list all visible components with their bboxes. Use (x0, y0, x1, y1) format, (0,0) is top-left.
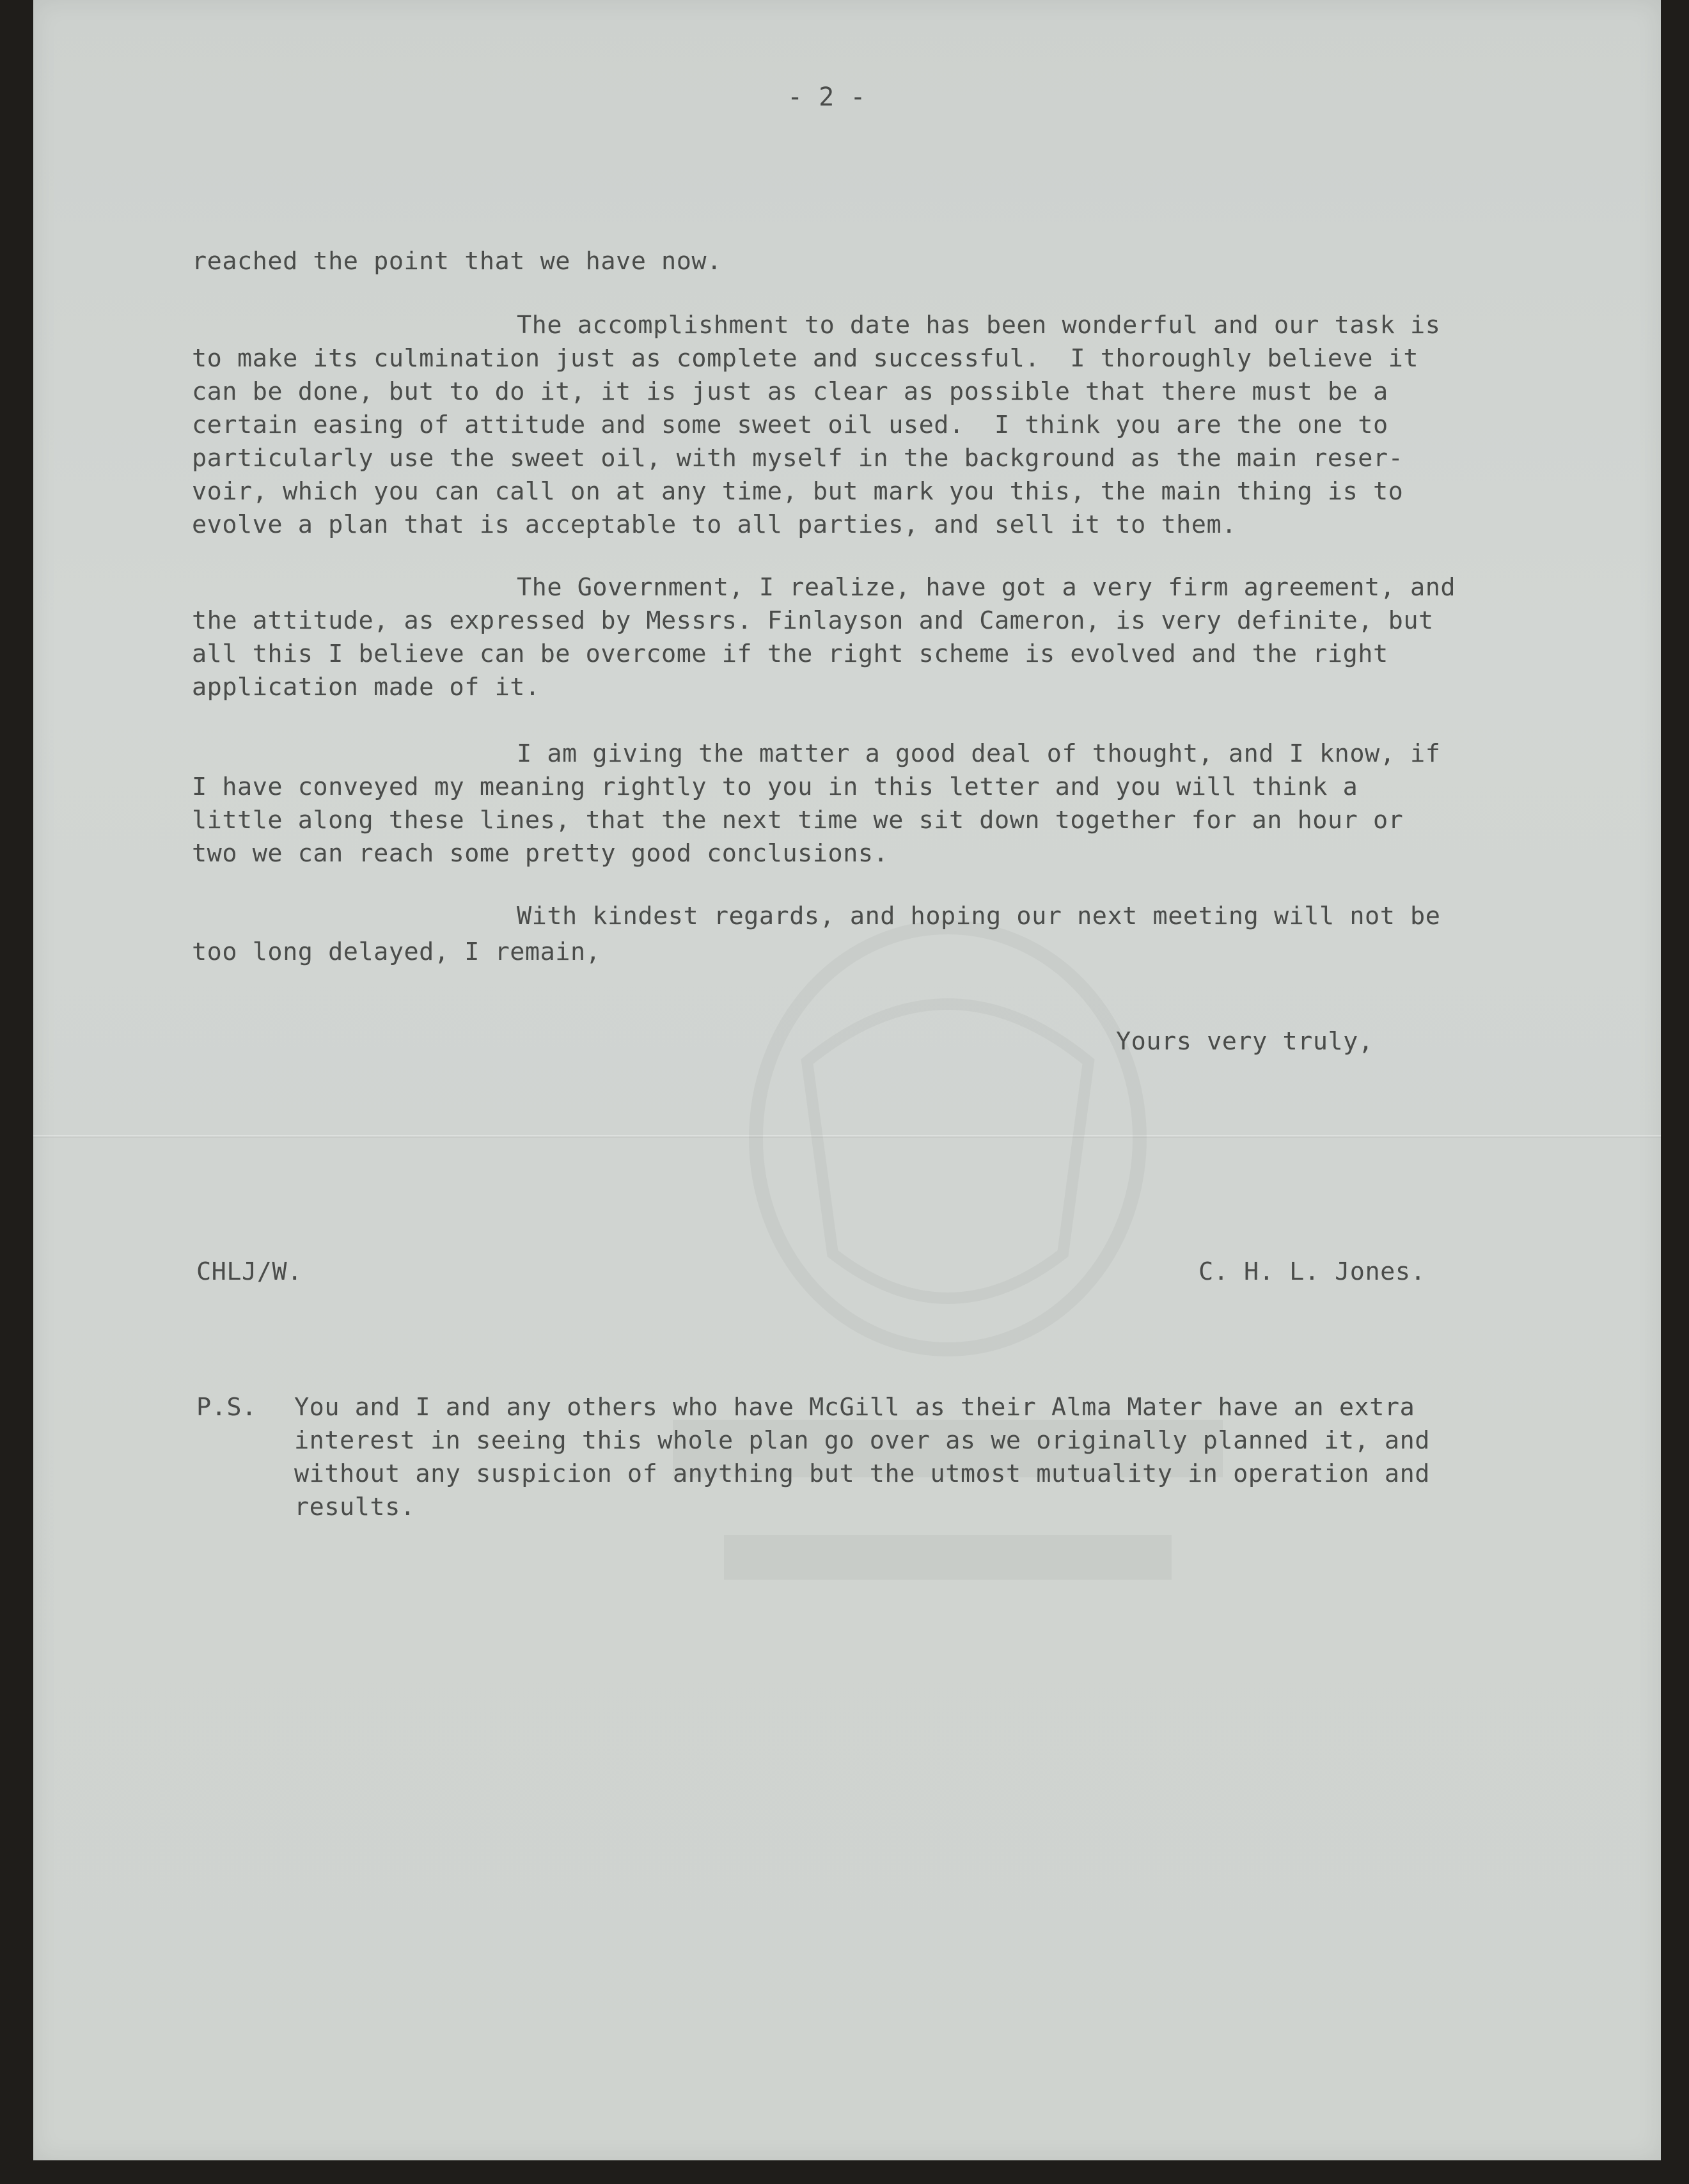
paragraph-line: voir, which you can call on at any time, but mark you this, the main thing is to (192, 477, 1404, 506)
postscript-label: P.S. (196, 1393, 257, 1422)
paragraph-line: two we can reach some pretty good conclusions. (192, 839, 889, 868)
letter-page (33, 0, 1661, 2160)
paragraph-line: evolve a plan that is acceptable to all parties, and sell it to them. (192, 510, 1237, 539)
postscript-line: interest in seeing this whole plan go over as we originally planned it, and (294, 1426, 1430, 1455)
paragraph-line: I am giving the matter a good deal of thought, and I know, if (517, 739, 1441, 768)
page-number: - 2 - (787, 82, 866, 112)
closing-salutation: Yours very truly, (1116, 1027, 1374, 1056)
paragraph-line: particularly use the sweet oil, with myself in the background as the main reser- (192, 444, 1404, 473)
paragraph-line: certain easing of attitude and some sweet oil used. I think you are the one to (192, 411, 1388, 439)
paragraph-line: the attitude, as expressed by Messrs. Finlayson and Cameron, is very definite, but (192, 606, 1434, 635)
paragraph-line: little along these lines, that the next time we sit down together for an hour or (192, 806, 1404, 835)
watermark-crest-icon (596, 895, 1300, 1631)
postscript-line: You and I and any others who have McGill as their Alma Mater have an extra (294, 1393, 1415, 1422)
opening-line: reached the point that we have now. (192, 247, 722, 276)
typist-initials: CHLJ/W. (196, 1257, 302, 1286)
paragraph-line: The Government, I realize, have got a very firm agreement, and (517, 573, 1456, 602)
paragraph-line: can be done, but to do it, it is just as clear as possible that there must be a (192, 377, 1388, 406)
paragraph-line: all this I believe can be overcome if the right scheme is evolved and the right (192, 640, 1388, 668)
signatory-name: C. H. L. Jones. (1198, 1257, 1426, 1286)
postscript-line: without any suspicion of anything but the utmost mutuality in operation and (294, 1459, 1430, 1488)
paragraph-line: With kindest regards, and hoping our next meeting will not be (517, 902, 1441, 931)
paragraph-line: I have conveyed my meaning rightly to you in this letter and you will think a (192, 773, 1358, 801)
paragraph-line: too long delayed, I remain, (192, 938, 601, 966)
paragraph-line: application made of it. (192, 673, 540, 702)
postscript-line: results. (294, 1493, 416, 1521)
paragraph-line: to make its culmination just as complete and successful. I thoroughly believe it (192, 344, 1418, 373)
paragraph-line: The accomplishment to date has been wonderful and our task is (517, 311, 1441, 340)
